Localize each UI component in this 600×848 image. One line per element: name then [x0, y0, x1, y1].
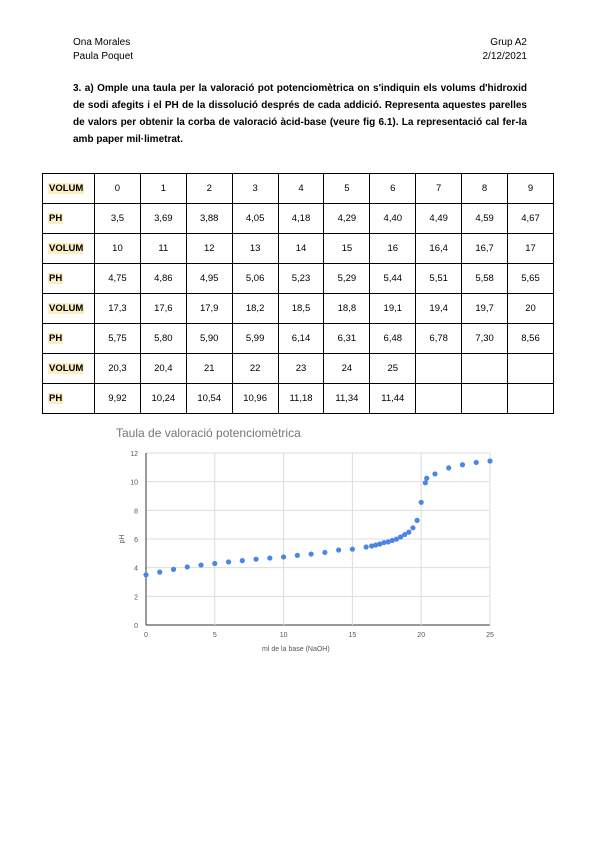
table-cell: 4,05: [232, 204, 278, 234]
table-cell: 5,23: [278, 264, 324, 294]
x-tick-label: 25: [486, 632, 494, 639]
data-point: [414, 518, 419, 523]
row-label-text: PH: [49, 213, 63, 224]
chart-title: Taula de valoració potenciomètrica: [116, 426, 301, 440]
row-label: [43, 204, 95, 234]
row-label: [43, 384, 95, 414]
row-label-text: VOLUM: [49, 183, 84, 194]
table-cell: [508, 384, 554, 414]
table-cell: 3: [232, 174, 278, 204]
table-cell: 10,96: [232, 384, 278, 414]
table-cell: 4,59: [462, 204, 508, 234]
table-row: [43, 204, 554, 234]
table-cell: 3,88: [186, 204, 232, 234]
data-point: [406, 530, 411, 535]
table-cell: [508, 354, 554, 384]
table-cell: 4,18: [278, 204, 324, 234]
table-row: [43, 294, 554, 324]
data-point: [364, 544, 369, 549]
data-point: [143, 572, 148, 577]
table-cell: 5,29: [324, 264, 370, 294]
row-label-text: VOLUM: [49, 363, 84, 374]
table-cell: 20: [508, 294, 554, 324]
table-cell: 19,1: [370, 294, 416, 324]
row-label: [43, 234, 95, 264]
y-tick-label: 6: [134, 537, 138, 544]
table-cell: 12: [186, 234, 232, 264]
table-cell: 9: [508, 174, 554, 204]
table-cell: 10,24: [140, 384, 186, 414]
table-row: [43, 384, 554, 414]
x-axis-label: ml de la base (NaOH): [262, 646, 330, 653]
data-point: [226, 559, 231, 564]
x-tick-label: 10: [279, 632, 288, 639]
table-cell: 17,3: [95, 294, 141, 324]
table-cell: 3,69: [140, 204, 186, 234]
data-point: [309, 551, 314, 556]
table-cell: 5,65: [508, 264, 554, 294]
row-label: [43, 324, 95, 354]
table-row: [43, 354, 554, 384]
author-names: [73, 36, 133, 64]
table-cell: 8,56: [508, 324, 554, 354]
group-and-date: [483, 36, 528, 64]
table-cell: 4,67: [508, 204, 554, 234]
table-cell: 17,6: [140, 294, 186, 324]
table-row: [43, 234, 554, 264]
data-point: [212, 561, 217, 566]
table-cell: [462, 384, 508, 414]
table-cell: 10,54: [186, 384, 232, 414]
table-cell: 18,5: [278, 294, 324, 324]
table-cell: 20,3: [95, 354, 141, 384]
table-cell: 5,99: [232, 324, 278, 354]
table-cell: [416, 384, 462, 414]
table-cell: 17: [508, 234, 554, 264]
titration-chart: [112, 423, 502, 658]
table-cell: 6,48: [370, 324, 416, 354]
table-cell: 5,58: [462, 264, 508, 294]
row-label-text: PH: [49, 333, 63, 344]
data-point: [267, 555, 272, 560]
data-point: [336, 547, 341, 552]
data-point: [198, 562, 203, 567]
table-cell: 8: [462, 174, 508, 204]
group-label: Grup A2: [490, 37, 527, 48]
x-tick-label: 15: [348, 632, 357, 639]
x-tick-label: 20: [417, 632, 426, 639]
table-cell: 4,95: [186, 264, 232, 294]
table-cell: 17,9: [186, 294, 232, 324]
table-cell: 19,4: [416, 294, 462, 324]
data-point: [185, 564, 190, 569]
y-tick-label: 8: [134, 508, 138, 516]
data-point: [419, 500, 424, 505]
table-cell: 9,92: [95, 384, 141, 414]
y-tick-label: 12: [130, 451, 138, 458]
row-label-text: PH: [49, 273, 63, 284]
table-row: [43, 324, 554, 354]
data-point: [432, 471, 437, 476]
table-cell: 11,18: [278, 384, 324, 414]
table-cell: 4,40: [370, 204, 416, 234]
table-cell: 5,06: [232, 264, 278, 294]
table-cell: 18,2: [232, 294, 278, 324]
table-cell: 15: [324, 234, 370, 264]
table-cell: 16: [370, 234, 416, 264]
data-point: [460, 462, 465, 467]
table-cell: 16,4: [416, 234, 462, 264]
table-cell: 22: [232, 354, 278, 384]
table-cell: 4,75: [95, 264, 141, 294]
y-tick-label: 2: [134, 594, 138, 602]
data-point: [281, 554, 286, 559]
table-cell: 0: [95, 174, 141, 204]
date-label: 2/12/2021: [482, 51, 527, 62]
table-cell: 11: [140, 234, 186, 264]
data-point: [474, 460, 479, 465]
question-text: 3. a) Omple una taula per la valoració pot potenciomètrica on s'indiquin els volums d'hidroxid de sodi afegits i el PH de la dissolució després de cada addició. Representa aquestes parelles de valors per obtenir la corba de valoració àcid-base (veure fig 6.1). La representació cal fer-la amb paper mil·limetrat.: [73, 83, 527, 145]
table-row: [43, 264, 554, 294]
data-point: [253, 557, 258, 562]
data-point: [157, 570, 162, 575]
table-cell: 4,49: [416, 204, 462, 234]
table-cell: 7: [416, 174, 462, 204]
table-cell: 6,31: [324, 324, 370, 354]
table-cell: 6,14: [278, 324, 324, 354]
table-cell: 10: [95, 234, 141, 264]
data-point: [295, 553, 300, 558]
table-cell: 5,51: [416, 264, 462, 294]
titration-table: [42, 173, 554, 414]
row-label: [43, 294, 95, 324]
row-label: [43, 174, 95, 204]
table-cell: [462, 354, 508, 384]
table-cell: 14: [278, 234, 324, 264]
x-tick-label: 0: [144, 632, 148, 639]
row-label: [43, 264, 95, 294]
author-2: Paula Poquet: [73, 51, 134, 62]
table-cell: 4,86: [140, 264, 186, 294]
data-point: [423, 480, 428, 485]
table-cell: 1: [140, 174, 186, 204]
table-cell: 11,34: [324, 384, 370, 414]
data-point: [446, 465, 451, 470]
table-cell: 4: [278, 174, 324, 204]
data-point: [487, 458, 492, 463]
x-tick-label: 5: [212, 632, 217, 639]
table-cell: 11,44: [370, 384, 416, 414]
table-cell: 7,30: [462, 324, 508, 354]
table-cell: 16,7: [462, 234, 508, 264]
table-cell: 6,78: [416, 324, 462, 354]
y-tick-label: 4: [134, 565, 138, 573]
table-cell: 3,5: [95, 204, 141, 234]
table-cell: 4,29: [324, 204, 370, 234]
table-cell: 23: [278, 354, 324, 384]
row-label-text: VOLUM: [49, 303, 84, 314]
table-cell: 5,44: [370, 264, 416, 294]
author-1: Ona Morales: [73, 37, 131, 48]
table-cell: 20,4: [140, 354, 186, 384]
table-cell: 19,7: [462, 294, 508, 324]
table-row: [43, 174, 554, 204]
table-cell: 5,75: [95, 324, 141, 354]
y-tick-label: 0: [134, 623, 138, 630]
data-point: [171, 567, 176, 572]
table-cell: 5,90: [186, 324, 232, 354]
table-cell: 5,80: [140, 324, 186, 354]
row-label-text: PH: [49, 393, 63, 404]
data-point: [240, 558, 245, 563]
row-label: [43, 354, 95, 384]
table-cell: 18,8: [324, 294, 370, 324]
table-cell: 24: [324, 354, 370, 384]
data-point: [424, 476, 429, 481]
data-point: [322, 550, 327, 555]
table-cell: 21: [186, 354, 232, 384]
y-tick-label: 10: [130, 479, 138, 487]
table-cell: 13: [232, 234, 278, 264]
table-cell: 2: [186, 174, 232, 204]
y-axis-label: pH: [119, 534, 126, 544]
data-point: [350, 547, 355, 552]
row-label-text: VOLUM: [49, 243, 84, 254]
table-cell: 5: [324, 174, 370, 204]
data-point: [410, 525, 415, 530]
table-cell: [416, 354, 462, 384]
table-cell: 6: [370, 174, 416, 204]
table-cell: 25: [370, 354, 416, 384]
